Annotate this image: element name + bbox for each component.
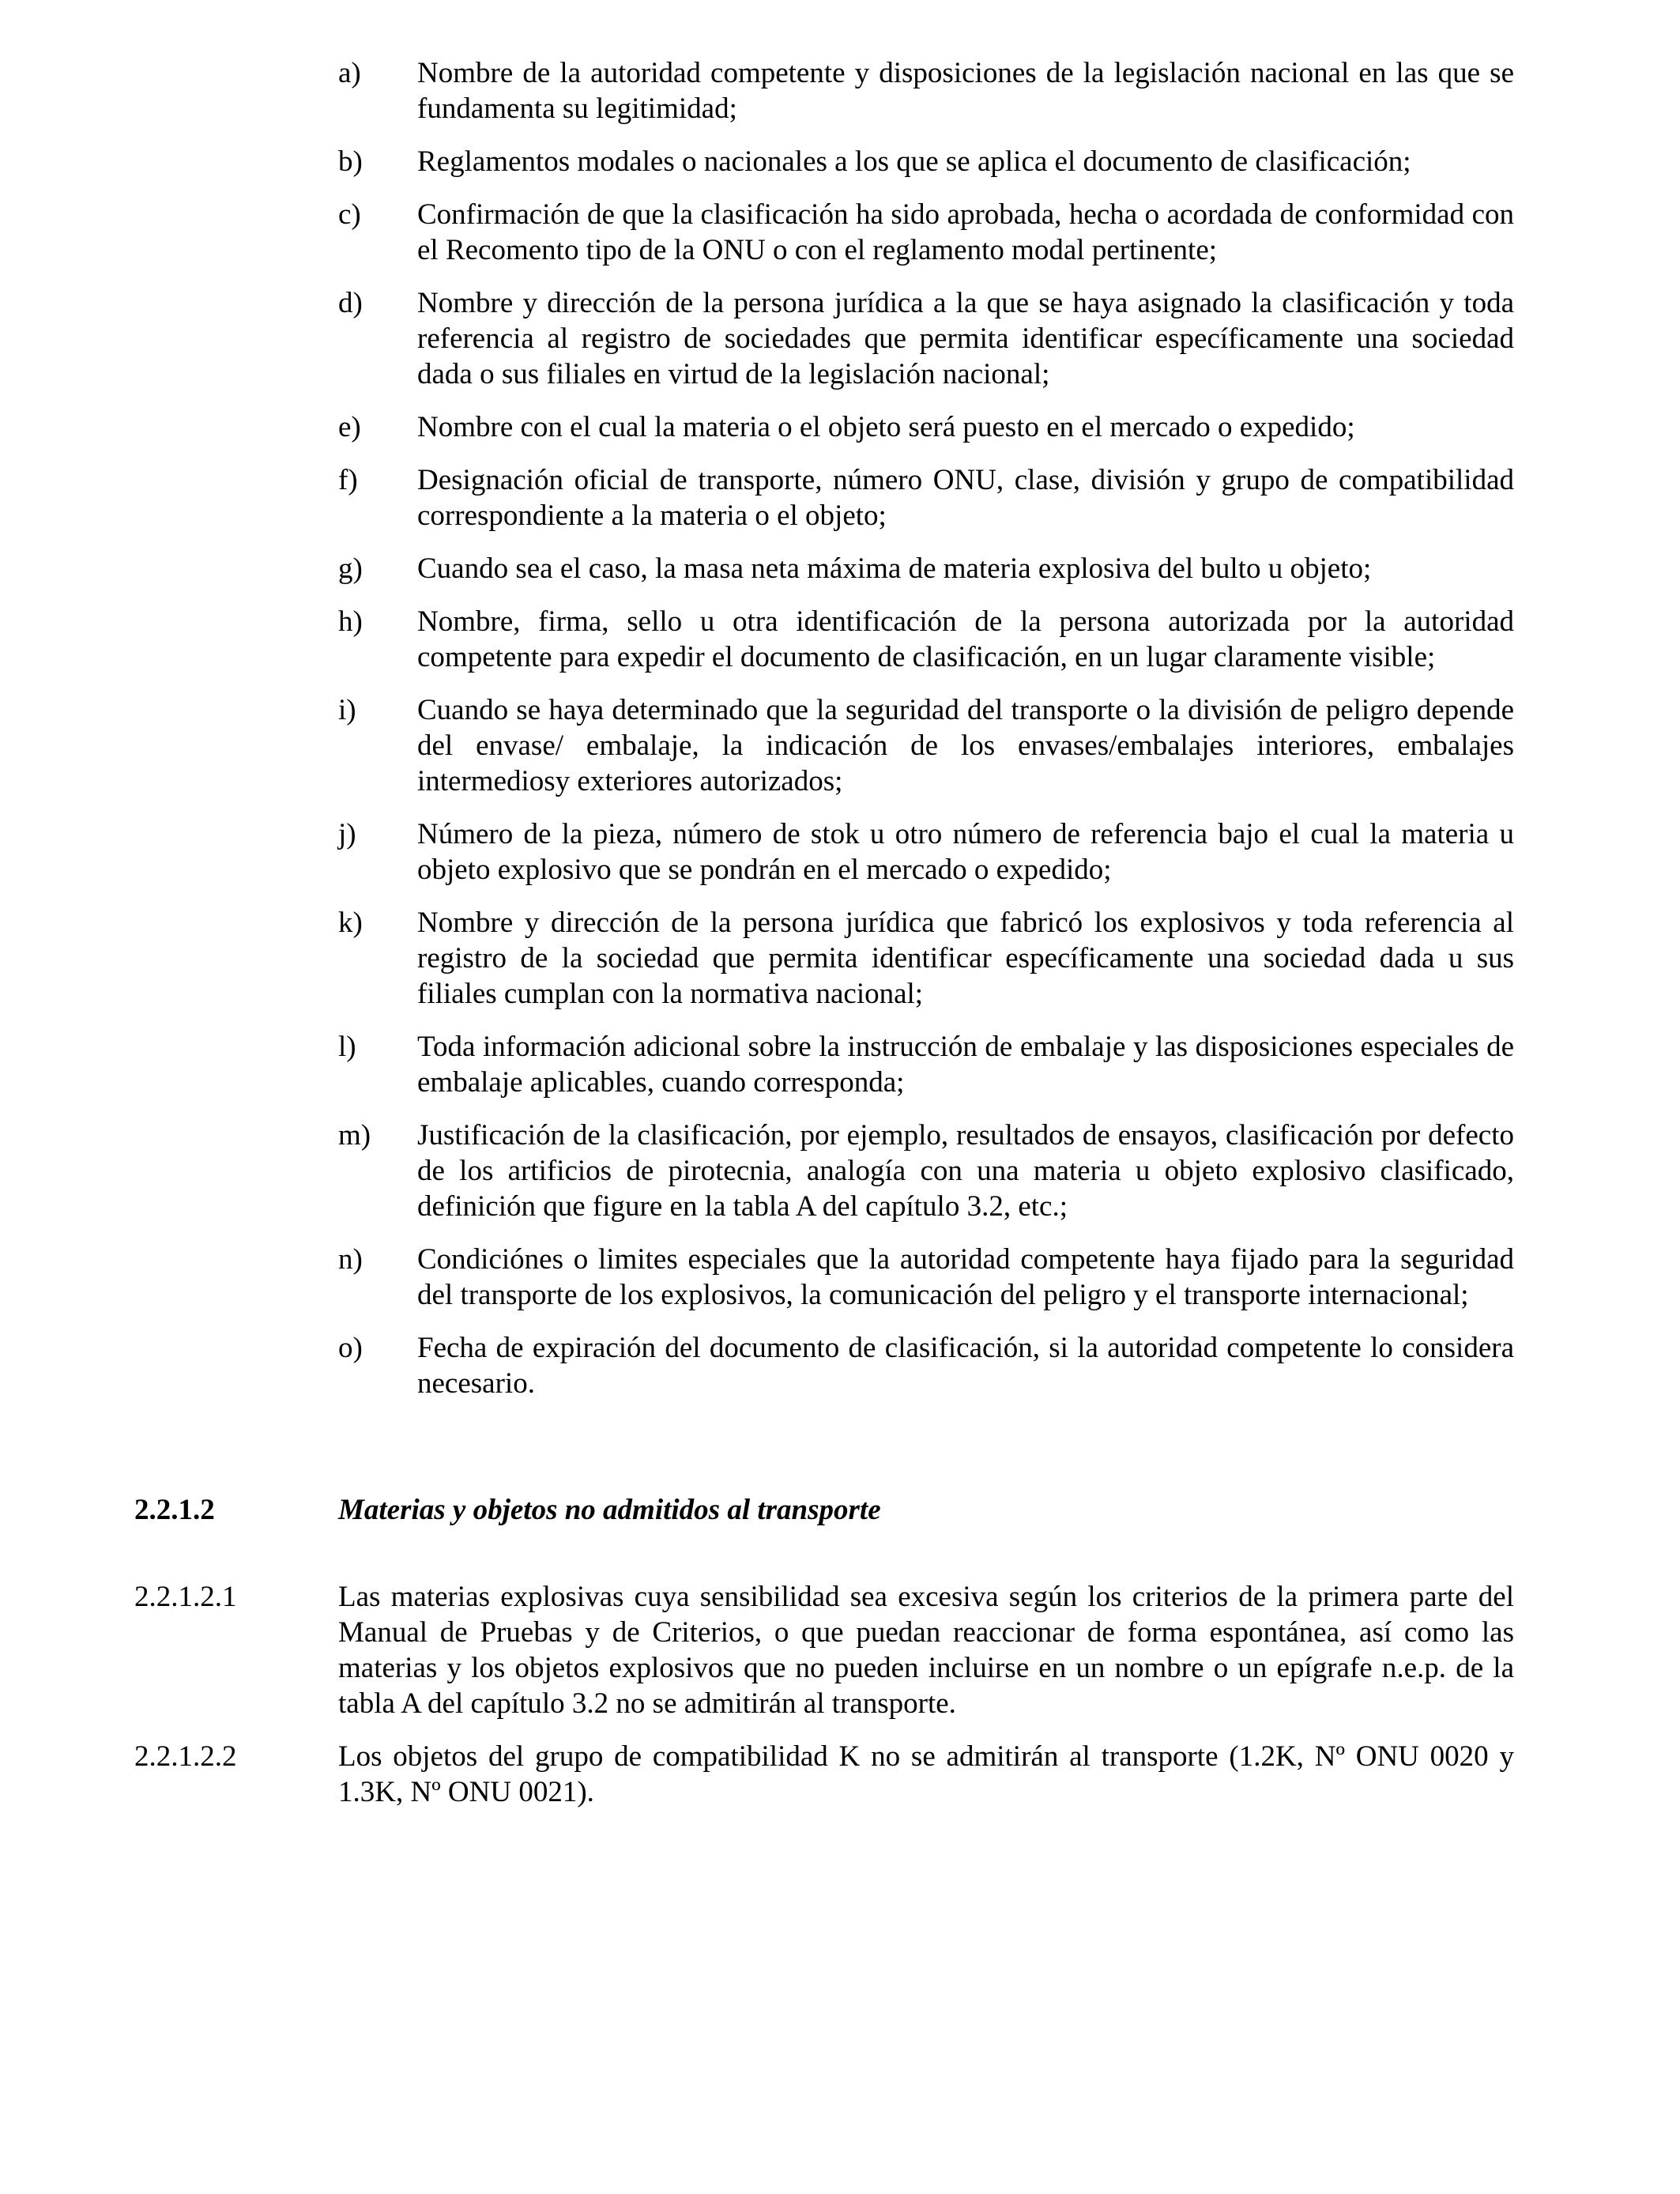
list-item xyxy=(338,1029,1514,1100)
subsection-text: Las materias explosivas cuya sensibilidad sea excesiva según los criterios de la primera parte del Manual de Pruebas y de Criterios, o que puedan reaccionar de forma espontánea, así como las materias y los objetos explosivos que no pueden incluirse en un nombre o un epígrafe n.e.p. de la tabla A del capítulo 3.2 no se admitirán al transporte. xyxy=(338,1581,1514,1720)
list-item-letter: b) xyxy=(338,145,363,178)
list-item xyxy=(338,462,1514,533)
list-item-text: Nombre con el cual la materia o el objeto será puesto en el mercado o expedido; xyxy=(417,411,1355,443)
subsection-number: 2.2.1.2.1 xyxy=(134,1581,237,1613)
list-item-text: Reglamentos modales o nacionales a los que se aplica el documento de clasificación; xyxy=(417,145,1411,178)
list-item-text: Nombre y dirección de la persona jurídica a la que se haya asignado la clasificación y toda referencia al registro de sociedades que permita identificar específicamente una sociedad dada o sus filiales en virtud de la legislación nacional; xyxy=(417,287,1514,390)
list-item-letter: a) xyxy=(338,57,361,89)
subsection-paragraph xyxy=(134,1739,1514,1810)
list-item-letter: m) xyxy=(338,1119,371,1152)
section-title: Materias y objetos no admitidos al transporte xyxy=(338,1494,881,1526)
list-item-letter: i) xyxy=(338,694,356,726)
list-item-text: Justificación de la clasificación, por ejemplo, resultados de ensayos, clasificación por defecto de los artificios de pirotecnia, analogía con una materia u objeto explosivo clasificado, definición que figure en la tabla A del capítulo 3.2, etc.; xyxy=(417,1119,1514,1223)
list-item-letter: c) xyxy=(338,198,361,231)
list-item xyxy=(338,905,1514,1012)
list-item xyxy=(338,144,1514,179)
list-item-letter: g) xyxy=(338,552,363,585)
list-item xyxy=(338,816,1514,888)
list-item xyxy=(338,604,1514,675)
list-item xyxy=(338,551,1514,586)
list-item-text: Nombre de la autoridad competente y disposiciones de la legislación nacional en las que se fundamenta su legitimidad; xyxy=(417,57,1514,125)
list-item xyxy=(338,285,1514,392)
list-item-text: Nombre y dirección de la persona jurídica que fabricó los explosivos y toda referencia al registro de la sociedad que permita identificar específicamente una sociedad dada u sus filiales cumplan con la normativa nacional; xyxy=(417,907,1514,1010)
list-item xyxy=(338,55,1514,126)
requirements-list xyxy=(338,55,1514,1419)
list-item-letter: d) xyxy=(338,287,363,319)
list-item-text: Cuando sea el caso, la masa neta máxima de materia explosiva del bulto u objeto; xyxy=(417,552,1372,585)
list-item-text: Cuando se haya determinado que la seguridad del transporte o la división de peligro depende del envase/ embalaje, la indicación de los envases/embalajes interiores, embalajes intermediosy exteriores autorizados; xyxy=(417,694,1514,797)
list-item-letter: k) xyxy=(338,907,363,939)
list-item xyxy=(338,409,1514,445)
list-item-text: Designación oficial de transporte, número ONU, clase, división y grupo de compatibilidad correspondiente a la materia o el objeto; xyxy=(417,464,1514,532)
list-item xyxy=(338,1118,1514,1224)
list-item xyxy=(338,1330,1514,1401)
subsection-text: Los objetos del grupo de compatibilidad K no se admitirán al transporte (1.2K, Nº ONU 0020 y 1.3K, Nº ONU 0021). xyxy=(338,1740,1514,1808)
section-number: 2.2.1.2 xyxy=(134,1494,215,1526)
list-item-text: Fecha de expiración del documento de clasificación, si la autoridad competente lo considera necesario. xyxy=(417,1332,1514,1400)
list-item-letter: e) xyxy=(338,411,361,443)
subsection-paragraph xyxy=(134,1579,1514,1721)
list-item-letter: o) xyxy=(338,1332,363,1364)
list-item-text: Nombre, firma, sello u otra identificación de la persona autorizada por la autoridad competente para expedir el documento de clasificación, en un lugar claramente visible; xyxy=(417,605,1514,673)
list-item-letter: l) xyxy=(338,1031,356,1063)
list-item-letter: h) xyxy=(338,605,363,638)
list-item xyxy=(338,1242,1514,1313)
list-item-text: Toda información adicional sobre la instrucción de embalaje y las disposiciones especiales de embalaje aplicables, cuando corresponda; xyxy=(417,1031,1514,1099)
list-item-letter: n) xyxy=(338,1243,363,1276)
list-item xyxy=(338,692,1514,799)
list-item xyxy=(338,197,1514,268)
list-item-text: Condiciónes o limites especiales que la autoridad competente haya fijado para la seguridad del transporte de los explosivos, la comunicación del peligro y el transporte internacional; xyxy=(417,1243,1514,1311)
list-item-letter: j) xyxy=(338,818,356,850)
list-item-letter: f) xyxy=(338,464,358,496)
subsection-number: 2.2.1.2.2 xyxy=(134,1740,237,1773)
list-item-text: Número de la pieza, número de stok u otro número de referencia bajo el cual la materia u objeto explosivo que se pondrán en el mercado o expedido; xyxy=(417,818,1514,886)
list-item-text: Confirmación de que la clasificación ha sido aprobada, hecha o acordada de conformidad con el Recomento tipo de la ONU o con el reglamento modal pertinente; xyxy=(417,198,1514,266)
